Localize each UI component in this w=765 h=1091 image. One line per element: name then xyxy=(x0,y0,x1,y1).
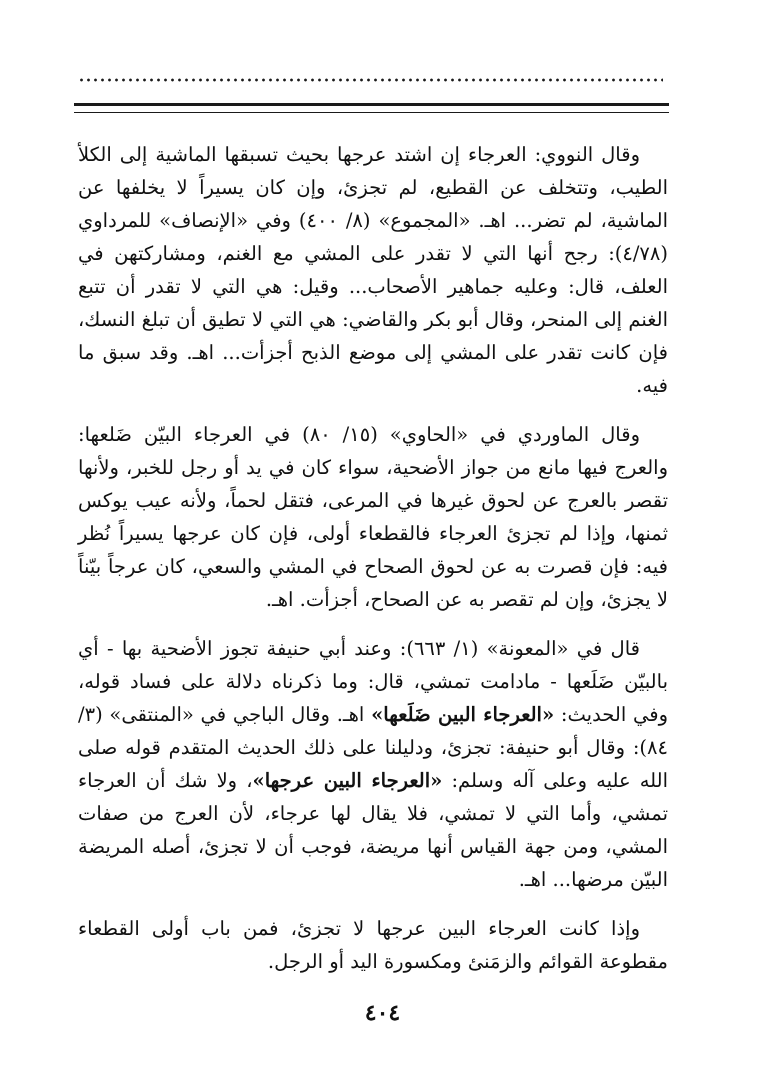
paragraph-text: وقال الماوردي في «الحاوي» (١٥/ ٨٠) في العرجاء البيّن ضَلعها: والعرج فيها مانع من جواز الأضحية، سواء كان في يد أو رجل للخبر، ولأنها تقصر بالعرج عن لحوق غيرها في المرعى، فتقل لحماً، ولأنه عيب يوكس ثمنها، وإذا لم تجزئ العرجاء فالقطعاء أولى، فإن كان عرجها يسيراً نُظر فيه: فإن قصرت به عن لحوق الصحاح في المشي والسعي، كان عرجاً بيّناً لا يجزئ، وإن لم تقصر به عن الصحاح، أجزأت. اهـ. xyxy=(78,423,668,611)
hadith-quote-bold: «العرجاء البين ضَلَعها» xyxy=(371,703,555,726)
page-number: ٤٠٤ xyxy=(364,1000,401,1026)
paragraph-mawardi xyxy=(78,418,668,616)
paragraph-nawawi xyxy=(78,138,668,402)
paragraph-maunah xyxy=(78,632,668,896)
hadith-quote-bold: «العرجاء البين عرجها» xyxy=(252,769,443,792)
header-rule-thick xyxy=(74,103,669,106)
paragraph-conclusion xyxy=(78,912,668,978)
paragraph-text: وإذا كانت العرجاء البين عرجها لا تجزئ، فمن باب أولى القطعاء مقطوعة القوائم والزمَنئ ومكسورة اليد أو الرجل. xyxy=(78,917,668,973)
dotted-header-line xyxy=(78,74,663,86)
header-rule-thin xyxy=(74,112,669,113)
paragraph-text: ، ولا شك أن العرجاء تمشي، وأما التي لا تمشي، فلا يقال لها عرجاء، لأن العرج من صفات المشي، ومن جهة القياس أنها مريضة، فوجب أن لا تجزئ، أصله المريضة البيّن مرضها... اهـ. xyxy=(78,769,668,891)
paragraph-text: قال في «المعونة» (١/ ٦٦٣): وعند أبي حنيفة تجوز الأضحية بها - أي بالبيّن ضَلَعها - مادامت تمشي، قال: وما ذكرناه دلالة على فساد قوله، وفي الحديث: xyxy=(78,637,668,726)
paragraph-text: وقال النووي: العرجاء إن اشتد عرجها بحيث تسبقها الماشية إلى الكلأ الطيب، وتتخلف عن القطيع، لم تجزئ، وإن كان يسيراً لا يخلفها عن الماشية، لم تضر... اهـ. «المجموع» (٨/ ٤٠٠) وفي «الإنصاف» للمرداوي (٤/٧٨): رجح أنها التي لا تقدر على المشي مع الغنم، ومشاركتهن في العلف، قال: وعليه جماهير الأصحاب... وقيل: هي التي لا تقدر أن تتبع الغنم إلى المنحر، وقال أبو بكر والقاضي: هي التي لا تطيق أن تبلغ النسك، فإن كانت تقدر على المشي إلى موضع الذبح أجزأت... اهـ. وقد سبق ما فيه. xyxy=(78,143,668,397)
page-body xyxy=(78,138,668,978)
paragraph-text: اهـ. وقال الباجي في «المنتقى» (٣/ ٨٤): وقال أبو حنيفة: تجزئ، ودليلنا على ذلك الحديث المتقدم قوله صلى الله عليه وعلى آله وسلم: xyxy=(78,703,668,792)
